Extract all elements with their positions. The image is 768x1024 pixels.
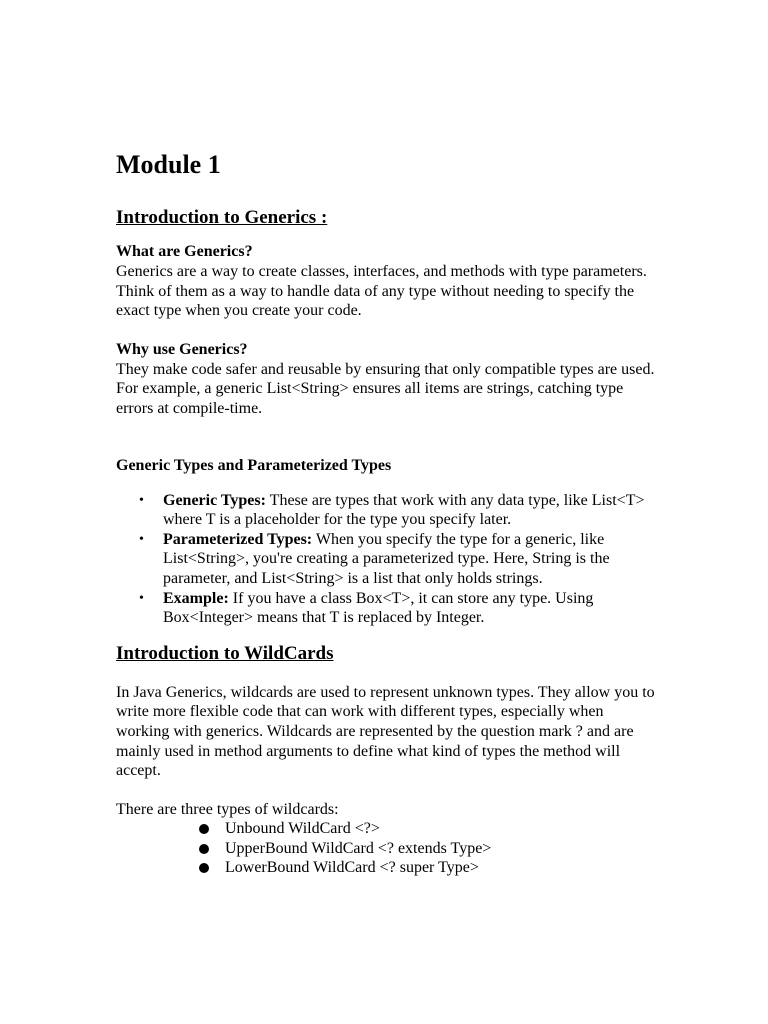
list-item-term: Generic Types: <box>163 491 266 509</box>
list-item <box>225 839 656 859</box>
list-item-text: If you have a class Box<T>, it can store any type. Using Box<Integer> means that T is replaced by Integer. <box>163 589 594 627</box>
list-item <box>225 819 656 839</box>
list-item-text: These are types that work with any data type, like List<T> where T is a placeholder for the type you specify later. <box>163 491 645 529</box>
generic-types-list <box>116 491 656 628</box>
why-use-generics-text: They make code safer and reusable by ensuring that only compatible types are used. For example, a generic List<String> ensures all items are strings, catching type errors at compile-time. <box>116 360 655 417</box>
bullet-disc-icon <box>199 824 209 834</box>
module-title: Module 1 <box>116 150 221 179</box>
bullet-disc-icon <box>199 844 209 854</box>
why-use-generics-block <box>116 340 656 419</box>
why-use-generics-title: Why use Generics? <box>116 340 248 358</box>
wildcard-type-label: LowerBound WildCard <? super Type> <box>225 859 479 877</box>
what-are-generics-block <box>116 242 656 321</box>
list-item-term: Example: <box>163 589 229 607</box>
wildcard-type-label: Unbound WildCard <?> <box>225 820 380 838</box>
wildcard-types-list <box>116 819 656 878</box>
bullet-icon: • <box>139 531 144 547</box>
list-item <box>139 491 656 530</box>
document-content <box>116 148 656 878</box>
generic-types-heading: Generic Types and Parameterized Types <box>116 456 392 474</box>
wildcard-types-intro: There are three types of wildcards: <box>116 800 339 818</box>
bullet-disc-icon <box>199 863 209 873</box>
what-are-generics-title: What are Generics? <box>116 243 253 260</box>
list-item-text: When you specify the type for a generic, like List<String>, you're creating a parameterized type. Here, String is the parameter, and List<String> is a list that only holds strings. <box>163 530 610 587</box>
list-item <box>139 589 656 628</box>
wildcard-type-label: UpperBound WildCard <? extends Type> <box>225 839 492 857</box>
generics-intro-heading: Introduction to Generics : <box>116 207 328 228</box>
list-item <box>139 530 656 589</box>
wildcards-heading: Introduction to WildCards <box>116 642 334 664</box>
wildcards-paragraph: In Java Generics, wildcards are used to represent unknown types. They allow you to write more flexible code that can work with different types, especially when working with generics. Wildcards are represented by the question mark ? and are mainly used in method arguments to define what kind of types the method will accept. <box>116 683 655 780</box>
list-item-term: Parameterized Types: <box>163 530 313 548</box>
what-are-generics-text: Generics are a way to create classes, interfaces, and methods with type parameters. Think of them as a way to handle data of any type without needing to specify the exact type when you create your code. <box>116 263 647 320</box>
bullet-icon: • <box>139 492 144 508</box>
bullet-icon: • <box>139 590 144 606</box>
list-item <box>225 858 656 878</box>
